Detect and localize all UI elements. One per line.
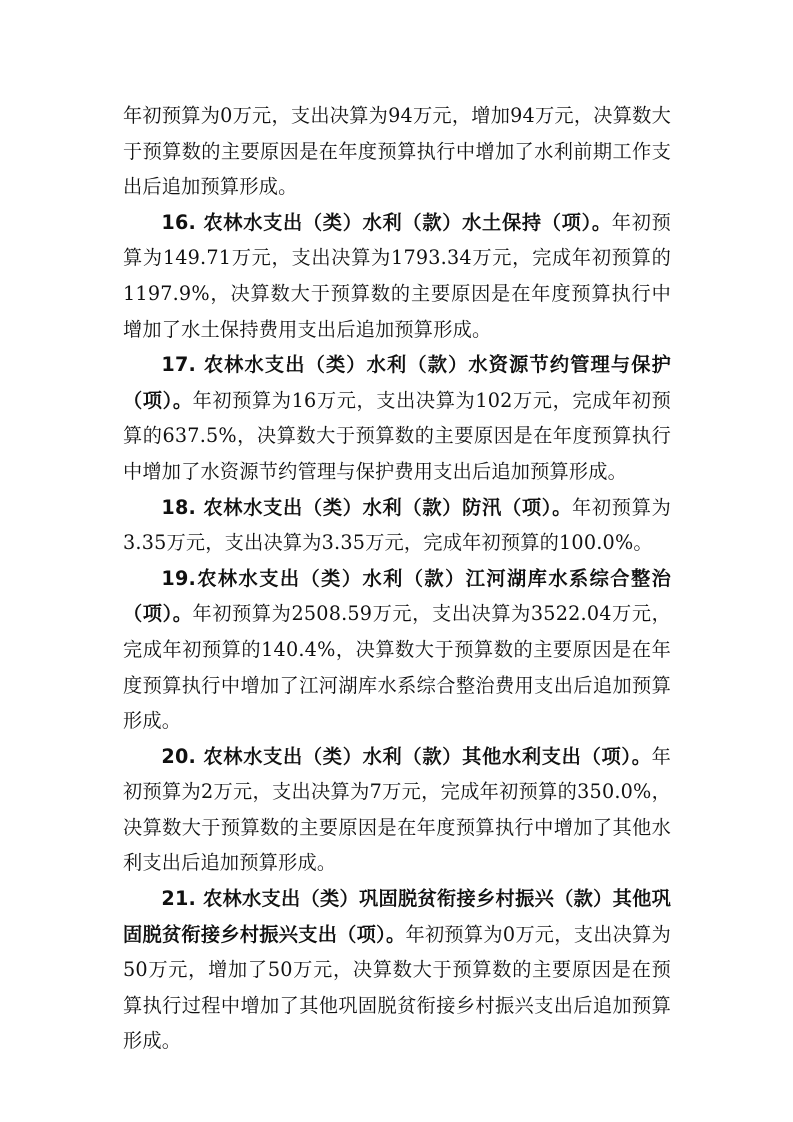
paragraph-19-river-lake-management xyxy=(123,561,671,739)
paragraph-text: 年初预算为149.71万元，支出决算为1793.34万元，完成年初预算的1197.9%，决算数大于预算数的主要原因是在年度预算执行中增加了水土保持费用支出后追加预算形成。 xyxy=(123,210,671,341)
paragraph-18-flood-control xyxy=(123,490,671,561)
paragraph-heading: 20. 农林水支出（类）水利（款）其他水利支出（项）。 xyxy=(161,744,652,768)
paragraph-heading: 19.农林水支出（类）水利（款）江河湖库水系综合整治（项）。 xyxy=(123,566,671,626)
paragraph-heading: 17. 农林水支出（类）水利（款）水资源节约管理与保护（项）。 xyxy=(123,353,671,412)
paragraph-heading: 18. 农林水支出（类）水利（款）防汛（项）。 xyxy=(161,495,572,519)
paragraph-text: 年初预算为2万元，支出决算为7万元，完成年初预算的350.0%，决算数大于预算数的主要原因是在年度预算执行中增加了其他水利支出后追加预算形成。 xyxy=(123,744,671,875)
paragraph-21-rural-revitalization xyxy=(123,881,671,1059)
paragraph-text: 年初预算为3.35万元，支出决算为3.35万元，完成年初预算的100.0%。 xyxy=(123,495,672,555)
paragraph-text: 年初预算为0万元，支出决算为50万元，增加了50万元，决算数大于预算数的主要原因是在预算执行过程中增加了其他巩固脱贫衔接乡村振兴支出后追加预算形成。 xyxy=(123,922,671,1053)
paragraph-text: 年初预算为16万元，支出决算为102万元，完成年初预算的637.5%，决算数大于预算数的主要原因是在年度预算执行中增加了水资源节约管理与保护费用支出后追加预算形成。 xyxy=(123,388,671,483)
paragraph-20-other-water-expenditure xyxy=(123,739,671,881)
paragraph-heading: 16. 农林水支出（类）水利（款）水土保持（项）。 xyxy=(161,210,612,234)
paragraph-17-water-resource-protection xyxy=(123,347,671,489)
document-body xyxy=(123,98,671,1059)
paragraph-heading: 21. 农林水支出（类）巩固脱贫衔接乡村振兴（款）其他巩固脱贫衔接乡村振兴支出（项）。 xyxy=(123,887,671,946)
paragraph-text: 年初预算为0万元，支出决算为94万元，增加94万元，决算数大于预算数的主要原因是在年度预算执行中增加了水利前期工作支出后追加预算形成。 xyxy=(123,104,671,199)
paragraph-16-soil-conservation xyxy=(123,205,671,347)
paragraph-text: 年初预算为2508.59万元，支出决算为3522.04万元，完成年初预算的140.4%，决算数大于预算数的主要原因是在年度预算执行中增加了江河湖库水系综合整治费用支出后追加预算形成。 xyxy=(123,602,671,733)
paragraph-15-continued xyxy=(123,98,671,205)
